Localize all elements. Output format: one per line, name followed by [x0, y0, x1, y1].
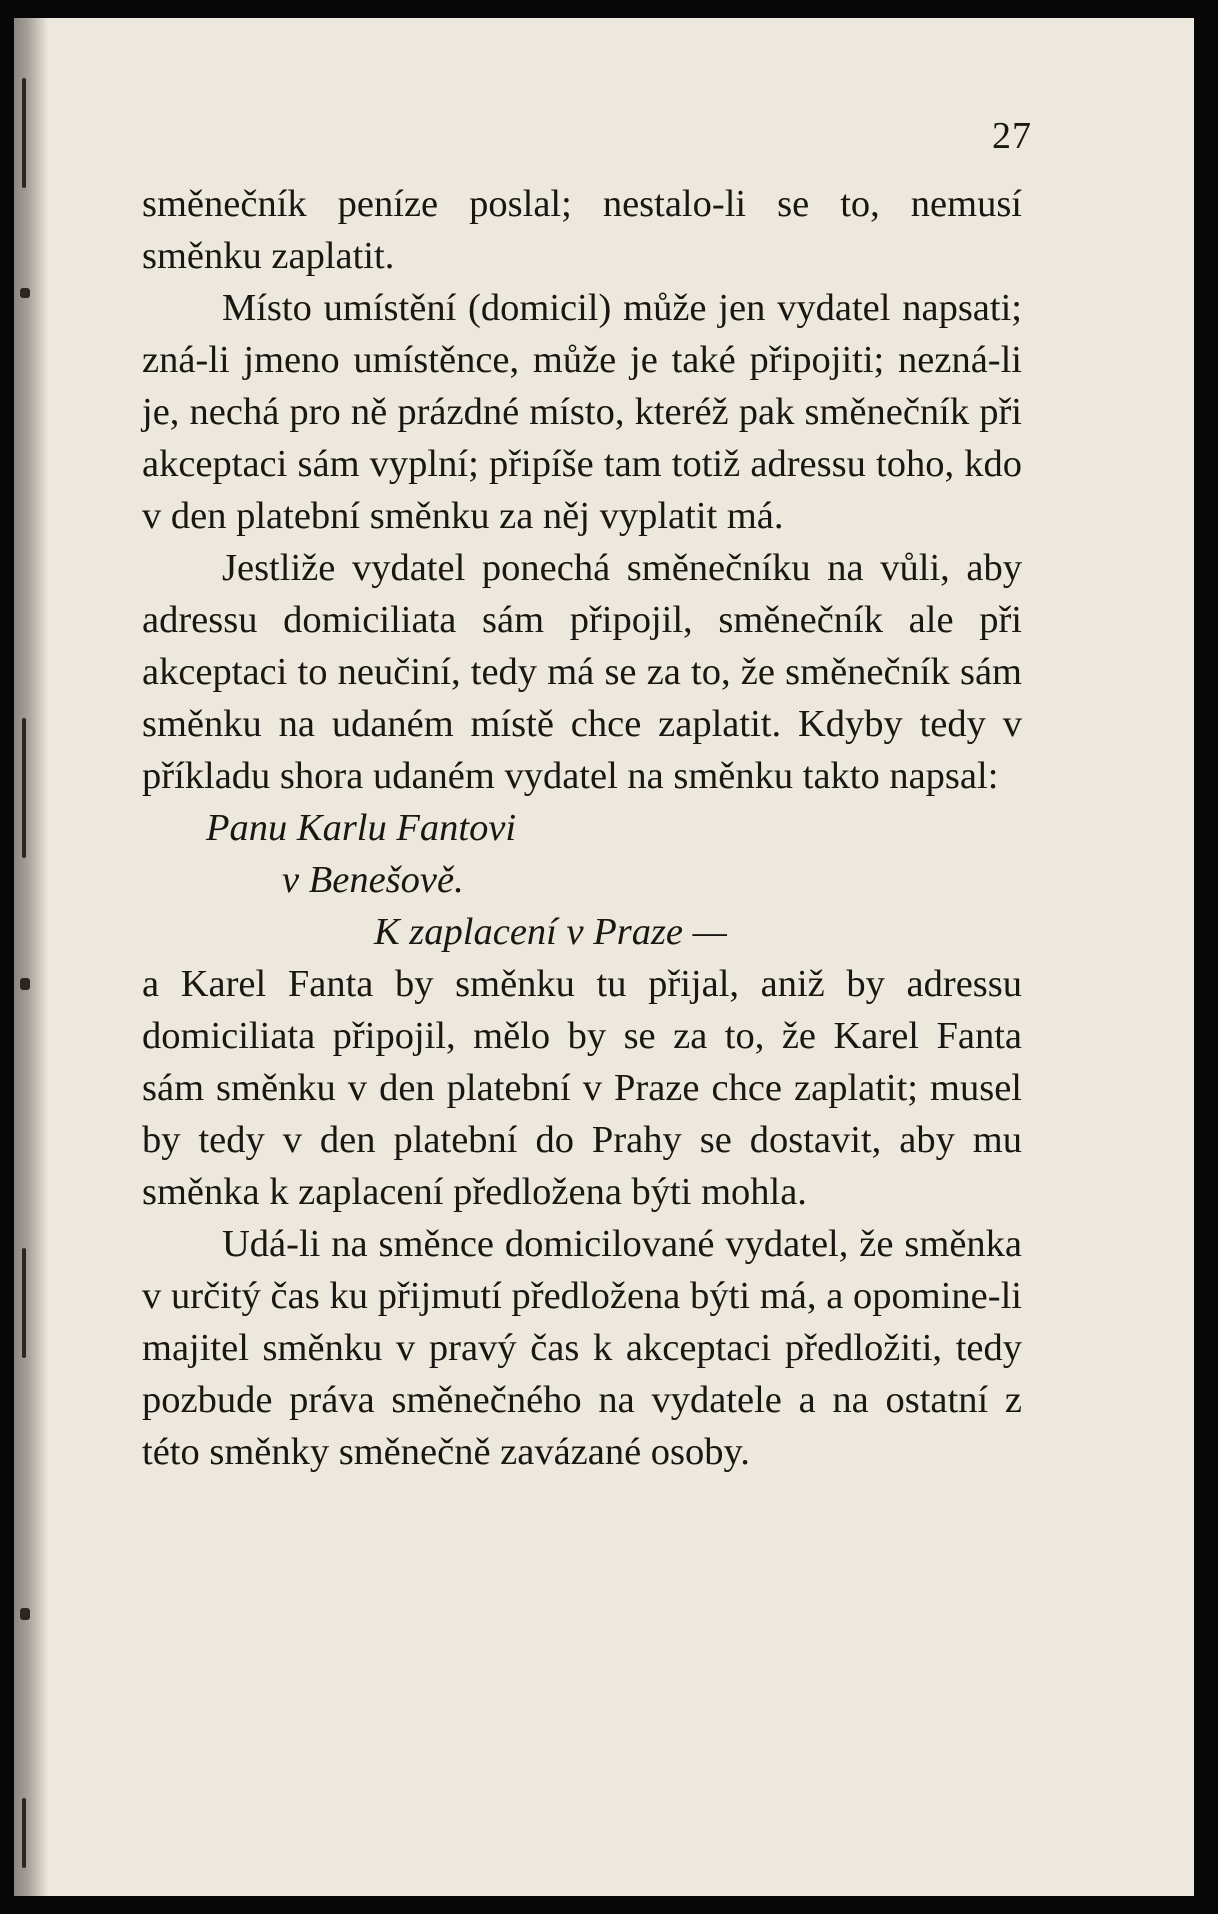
- paragraph: Udá-li na směnce domicilované vydatel, že směnka v určitý čas ku přijmutí předložena býti má, a opomine-li majitel směnku v pravý čas k akceptaci předložiti, tedy pozbude práva směnečného na vydatele a na ostatní z této směnky směnečně zavázané osoby.: [142, 1223, 1022, 1473]
- address-line: v Benešově.: [282, 859, 464, 901]
- margin-mark: [20, 288, 30, 298]
- paragraph: Místo umístění (domicil) může jen vydatel napsati; zná-li jmeno umístěnce, může je také připojiti; nezná-li je, nechá pro ně prázdné místo, kteréž pak směnečník při akceptaci sám vyplní; připíše tam totiž adressu toho, kdo v den platební směnku za něj vyplatit má.: [142, 287, 1022, 537]
- address-line: Panu Karlu Fantovi: [206, 807, 517, 849]
- margin-mark: [20, 1608, 30, 1620]
- paragraph: Jestliže vydatel ponechá směnečníku na vůli, aby adressu domiciliata sám připojil, směnečník ale při akceptaci to neučiní, tedy má se za to, že směnečník sám směnku na udaném místě chce zaplatit. Kdyby tedy v příkladu shora udaném vydatel na směnku takto napsal:: [142, 547, 1022, 797]
- page-number: 27: [992, 115, 1032, 157]
- margin-mark: [20, 978, 30, 990]
- margin-mark: [22, 1798, 26, 1868]
- paragraph: směnečník peníze poslal; nestalo-li se to, nemusí směnku zaplatit.: [142, 183, 1022, 277]
- book-page: [14, 18, 1194, 1896]
- margin-mark: [22, 78, 26, 188]
- body-text: [142, 178, 1022, 1478]
- address-line: K zaplacení v Praze —: [374, 911, 727, 953]
- margin-mark: [22, 1248, 26, 1358]
- paragraph: a Karel Fanta by směnku tu přijal, aniž by adressu domiciliata připojil, mělo by se za to, že Karel Fanta sám směnku v den platební v Praze chce zaplatit; musel by tedy v den platební do Prahy se dostavit, aby mu směnka k zaplacení předložena býti mohla.: [142, 963, 1022, 1213]
- margin-mark: [22, 718, 26, 858]
